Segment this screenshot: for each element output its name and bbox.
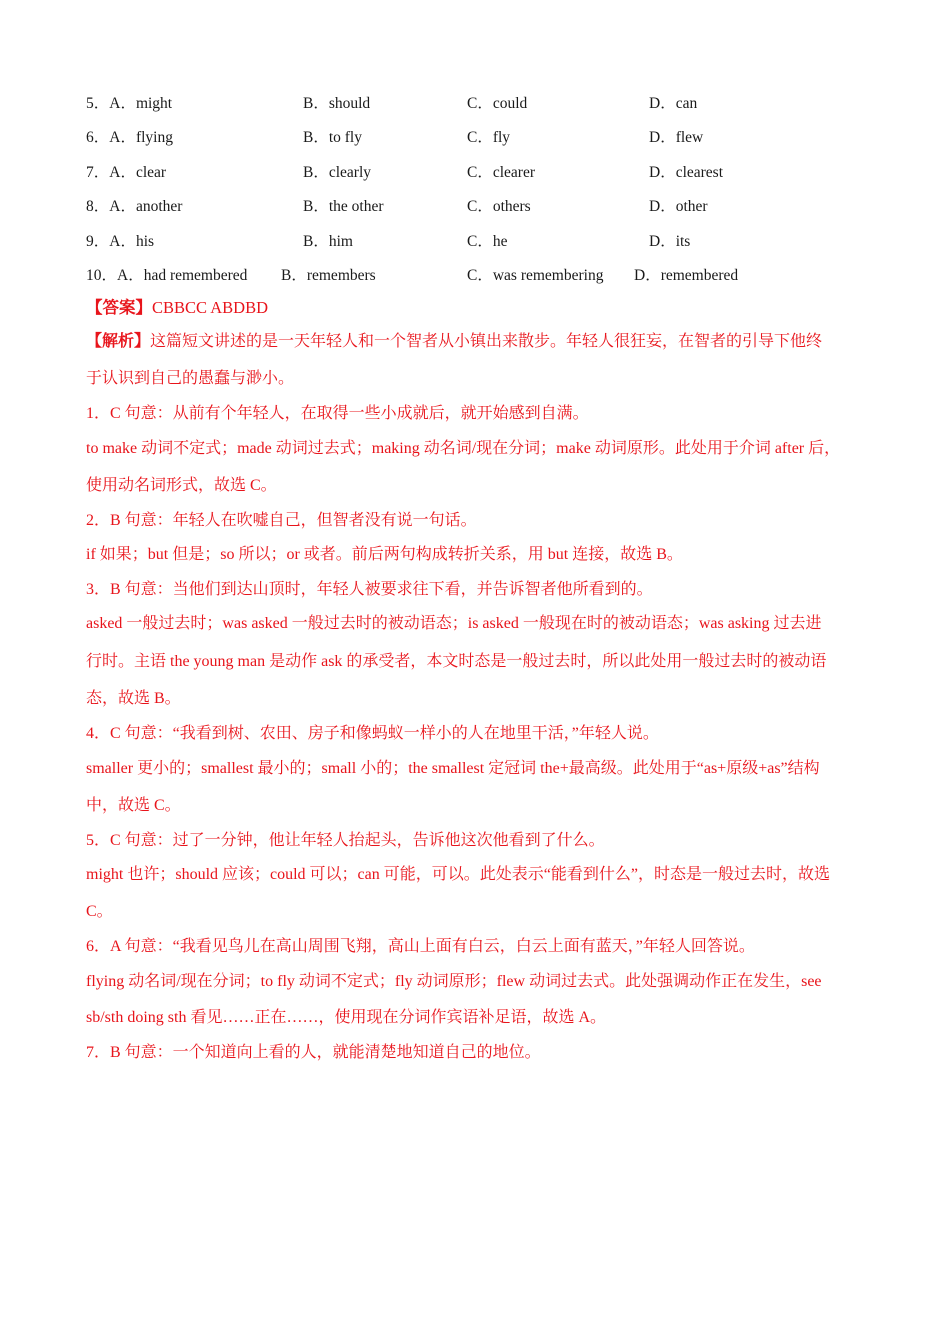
option-b: B．the other	[303, 198, 384, 215]
explanation-line: 6．A 句意：“我看见鸟儿在高山周围飞翔，高山上面有白云，白云上面有蓝天，”年轻人回答说。	[86, 938, 755, 955]
option-a: 6．A．flying	[86, 129, 173, 146]
analysis-text: 这篇短文讲述的是一天年轻人和一个智者从小镇出来散步。年轻人很狂妄，在智者的引导下他终	[150, 333, 823, 350]
option-c: C．clearer	[467, 164, 535, 181]
option-d: D．flew	[649, 129, 704, 146]
explanation-line: might 也许；should 应该；could 可以；can 可能，可以。此处表示“能看到什么”，时态是一般过去时，故选	[86, 866, 830, 883]
option-a: 8．A．another	[86, 198, 183, 215]
explanation-line: 7．B 句意：一个知道向上看的人，就能清楚地知道自己的地位。	[86, 1044, 541, 1061]
option-b: B．to fly	[303, 129, 362, 146]
explanation-line: 1．C 句意：从前有个年轻人，在取得一些小成就后，就开始感到自满。	[86, 405, 589, 422]
explanation-line: flying 动名词/现在分词；to fly 动词不定式；fly 动词原形；flew 动词过去式。此处强调动作正在发生，see	[86, 973, 822, 990]
option-row-9	[0, 229, 950, 255]
option-a: 10．A．had remembered	[86, 267, 248, 284]
option-a: 9．A．his	[86, 233, 155, 250]
option-d: D．its	[649, 233, 691, 250]
option-d: D．remembered	[634, 267, 739, 284]
option-c: C．fly	[467, 129, 511, 146]
option-b: B．should	[303, 95, 371, 112]
analysis-label: 【解析】	[86, 333, 151, 350]
option-b: B．him	[303, 233, 353, 250]
option-d: D．clearest	[649, 164, 724, 181]
explanation-line: to make 动词不定式；made 动词过去式；making 动名词/现在分词；make 动词原形。此处用于介词 after 后，	[86, 440, 841, 457]
option-a: 7．A．clear	[86, 164, 167, 181]
explanation-line: 态，故选 B。	[86, 690, 181, 707]
option-c: C．was remembering	[467, 267, 604, 284]
explanation-line: asked 一般过去时；was asked 一般过去时的被动语态；is asked 一般现在时的被动语态；was asking 过去进	[86, 615, 822, 632]
explanation-line: 使用动名词形式，故选 C。	[86, 477, 277, 494]
option-row-5	[0, 91, 950, 117]
option-a: 5．A．might	[86, 95, 173, 112]
option-row-7	[0, 160, 950, 186]
explanation-line: 2．B 句意：年轻人在吹嘘自己，但智者没有说一句话。	[86, 512, 477, 529]
option-b: B．clearly	[303, 164, 372, 181]
explanation-line: 3．B 句意：当他们到达山顶时，年轻人被要求往下看，并告诉智者他所看到的。	[86, 581, 653, 598]
explanation-line: smaller 更小的；smallest 最小的；small 小的；the smallest 定冠词 the+最高级。此处用于“as+原级+as”结构	[86, 760, 820, 777]
explanation-line: 中，故选 C。	[86, 797, 181, 814]
analysis-line-1	[86, 330, 876, 354]
explanation-line: if 如果；but 但是；so 所以；or 或者。前后两句构成转折关系，用 but 连接，故选 B。	[86, 546, 683, 563]
option-row-10	[0, 263, 950, 289]
explanation-line: 行时。主语 the young man 是动作 ask 的承受者，本文时态是一般过去时，所以此处用一般过去时的被动语	[86, 653, 827, 670]
answer-label: 【答案】	[86, 298, 152, 317]
option-c: C．others	[467, 198, 531, 215]
option-d: D．other	[649, 198, 708, 215]
option-row-8	[0, 194, 950, 220]
option-row-6	[0, 125, 950, 151]
option-d: D．can	[649, 95, 698, 112]
explanation-line: C。	[86, 903, 113, 920]
explanation-line: 4．C 句意：“我看到树、农田、房子和像蚂蚁一样小的人在地里干活，”年轻人说。	[86, 725, 659, 742]
option-b: B．remembers	[281, 267, 376, 284]
answer-line	[86, 296, 876, 320]
analysis-line-2: 于认识到自己的愚蠢与渺小。	[86, 370, 295, 387]
explanation-line: 5．C 句意：过了一分钟，他让年轻人抬起头，告诉他这次他看到了什么。	[86, 832, 605, 849]
explanation-line: sb/sth doing sth 看见……正在……，使用现在分词作宾语补足语，故选 A。	[86, 1009, 607, 1026]
option-c: C．he	[467, 233, 508, 250]
answer-value: CBBCC ABDBD	[152, 298, 268, 317]
option-c: C．could	[467, 95, 528, 112]
